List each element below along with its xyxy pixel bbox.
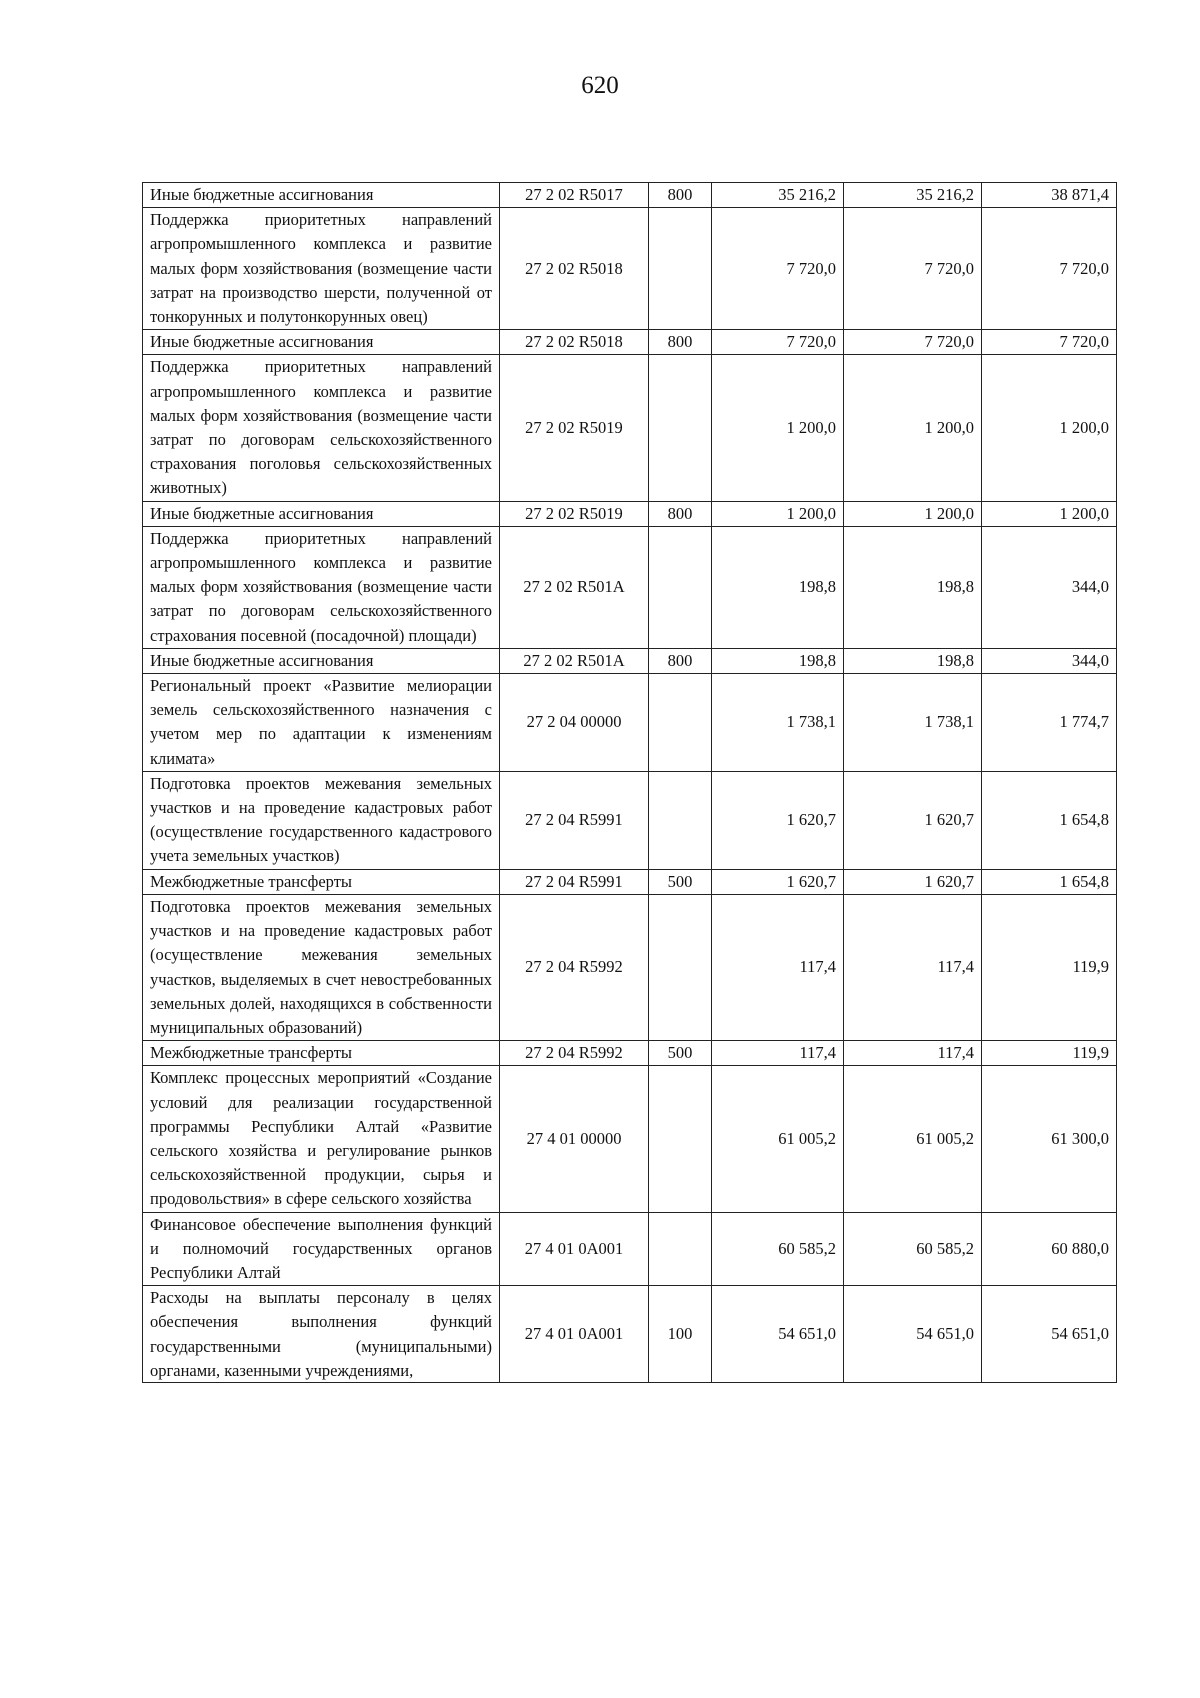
row-name: Подготовка проектов межевания земельных участков и на проведение кадастровых работ (осуществление межевания земельных участков, выделяемых в счет невостребованных земельных долей, находящихся в собственности муниципальных образований) — [143, 894, 500, 1040]
row-code: 27 2 02 R5019 — [500, 501, 649, 526]
row-amount-2: 198,8 — [844, 526, 982, 648]
row-amount-3: 119,9 — [982, 1041, 1117, 1066]
row-expense-type — [649, 771, 712, 869]
row-expense-type: 500 — [649, 1041, 712, 1066]
row-name: Поддержка приоритетных направлений агропромышленного комплекса и развитие малых форм хозяйствования (возмещение части затрат по договорам сельскохозяйственного страхования посевной (посадочной) площади) — [143, 526, 500, 648]
row-code: 27 2 04 R5992 — [500, 1041, 649, 1066]
page-number: 620 — [581, 72, 619, 99]
row-amount-2: 1 200,0 — [844, 355, 982, 501]
row-code: 27 2 02 R501A — [500, 526, 649, 648]
row-amount-1: 117,4 — [712, 894, 844, 1040]
row-amount-1: 198,8 — [712, 648, 844, 673]
row-code: 27 4 01 0А001 — [500, 1286, 649, 1383]
row-code: 27 2 02 R5018 — [500, 330, 649, 355]
table-row — [143, 674, 1117, 772]
row-expense-type: 500 — [649, 869, 712, 894]
row-code: 27 4 01 00000 — [500, 1066, 649, 1212]
row-amount-2: 1 738,1 — [844, 674, 982, 772]
budget-table — [142, 182, 1117, 1383]
row-name: Иные бюджетные ассигнования — [143, 183, 500, 208]
table-row — [143, 1286, 1117, 1383]
row-amount-1: 60 585,2 — [712, 1212, 844, 1286]
row-amount-2: 1 200,0 — [844, 501, 982, 526]
row-name-text: Расходы на выплаты персоналу в целях обеспечения выполнения функций государственными (муниципальными) органами, казенными учреждениями, — [150, 1288, 492, 1380]
row-amount-1: 35 216,2 — [712, 183, 844, 208]
row-amount-3: 1 200,0 — [982, 501, 1117, 526]
row-name — [143, 1286, 500, 1383]
row-amount-2: 198,8 — [844, 648, 982, 673]
row-code: 27 2 04 R5991 — [500, 869, 649, 894]
row-amount-3: 7 720,0 — [982, 208, 1117, 330]
row-expense-type: 800 — [649, 330, 712, 355]
row-amount-3: 1 654,8 — [982, 869, 1117, 894]
row-expense-type: 100 — [649, 1286, 712, 1383]
row-amount-1: 54 651,0 — [712, 1286, 844, 1383]
row-expense-type — [649, 355, 712, 501]
row-expense-type — [649, 1212, 712, 1286]
row-amount-3: 7 720,0 — [982, 330, 1117, 355]
row-amount-1: 1 200,0 — [712, 501, 844, 526]
row-code: 27 4 01 0А001 — [500, 1212, 649, 1286]
row-name: Подготовка проектов межевания земельных участков и на проведение кадастровых работ (осуществление государственного кадастрового учета земельных участков) — [143, 771, 500, 869]
table-row — [143, 1041, 1117, 1066]
row-expense-type: 800 — [649, 501, 712, 526]
row-amount-3: 119,9 — [982, 894, 1117, 1040]
row-name: Региональный проект «Развитие мелиорации земель сельскохозяйственного назначения с учетом мер по адаптации к изменениям климата» — [143, 674, 500, 772]
row-amount-2: 117,4 — [844, 1041, 982, 1066]
row-name: Поддержка приоритетных направлений агропромышленного комплекса и развитие малых форм хозяйствования (возмещение части затрат по договорам сельскохозяйственного страхования поголовья сельскохозяйственных животных) — [143, 355, 500, 501]
row-name: Иные бюджетные ассигнования — [143, 648, 500, 673]
table-row — [143, 1066, 1117, 1212]
table-row — [143, 526, 1117, 648]
row-amount-3: 1 200,0 — [982, 355, 1117, 501]
row-amount-3: 54 651,0 — [982, 1286, 1117, 1383]
row-expense-type — [649, 208, 712, 330]
row-amount-1: 1 620,7 — [712, 771, 844, 869]
row-amount-1: 1 620,7 — [712, 869, 844, 894]
row-amount-2: 35 216,2 — [844, 183, 982, 208]
table-row — [143, 1212, 1117, 1286]
row-code: 27 2 02 R501A — [500, 648, 649, 673]
row-name: Поддержка приоритетных направлений агропромышленного комплекса и развитие малых форм хозяйствования (возмещение части затрат на производство шерсти, полученной от тонкорунных и полутонкорунных овец) — [143, 208, 500, 330]
row-code: 27 2 04 R5991 — [500, 771, 649, 869]
table-row — [143, 208, 1117, 330]
row-amount-1: 7 720,0 — [712, 208, 844, 330]
row-expense-type — [649, 526, 712, 648]
table-row — [143, 330, 1117, 355]
row-amount-3: 60 880,0 — [982, 1212, 1117, 1286]
row-name: Межбюджетные трансферты — [143, 869, 500, 894]
row-code: 27 2 04 R5992 — [500, 894, 649, 1040]
row-code: 27 2 02 R5017 — [500, 183, 649, 208]
row-amount-2: 7 720,0 — [844, 208, 982, 330]
row-amount-2: 61 005,2 — [844, 1066, 982, 1212]
table-row — [143, 894, 1117, 1040]
row-expense-type: 800 — [649, 183, 712, 208]
row-amount-2: 54 651,0 — [844, 1286, 982, 1383]
row-amount-2: 1 620,7 — [844, 771, 982, 869]
row-name: Финансовое обеспечение выполнения функций и полномочий государственных органов Республики Алтай — [143, 1212, 500, 1286]
row-expense-type — [649, 894, 712, 1040]
row-amount-1: 117,4 — [712, 1041, 844, 1066]
row-amount-3: 1 654,8 — [982, 771, 1117, 869]
row-amount-1: 198,8 — [712, 526, 844, 648]
row-name: Иные бюджетные ассигнования — [143, 501, 500, 526]
table-row — [143, 183, 1117, 208]
table-row — [143, 771, 1117, 869]
row-amount-3: 1 774,7 — [982, 674, 1117, 772]
table-row — [143, 501, 1117, 526]
table-row — [143, 355, 1117, 501]
row-amount-3: 344,0 — [982, 648, 1117, 673]
row-amount-2: 60 585,2 — [844, 1212, 982, 1286]
row-amount-1: 7 720,0 — [712, 330, 844, 355]
row-amount-1: 1 738,1 — [712, 674, 844, 772]
row-code: 27 2 04 00000 — [500, 674, 649, 772]
row-amount-2: 1 620,7 — [844, 869, 982, 894]
row-amount-2: 117,4 — [844, 894, 982, 1040]
table-row — [143, 869, 1117, 894]
row-expense-type: 800 — [649, 648, 712, 673]
row-amount-3: 38 871,4 — [982, 183, 1117, 208]
row-code: 27 2 02 R5018 — [500, 208, 649, 330]
row-amount-1: 1 200,0 — [712, 355, 844, 501]
row-expense-type — [649, 674, 712, 772]
row-amount-1: 61 005,2 — [712, 1066, 844, 1212]
row-name: Иные бюджетные ассигнования — [143, 330, 500, 355]
row-name: Комплекс процессных мероприятий «Создание условий для реализации государственной программы Республики Алтай «Развитие сельского хозяйства и регулирование рынков сельскохозяйственной продукции, сырья и продовольствия» в сфере сельского хозяйства — [143, 1066, 500, 1212]
row-code: 27 2 02 R5019 — [500, 355, 649, 501]
row-amount-3: 61 300,0 — [982, 1066, 1117, 1212]
row-amount-3: 344,0 — [982, 526, 1117, 648]
row-expense-type — [649, 1066, 712, 1212]
table-row — [143, 648, 1117, 673]
row-name: Межбюджетные трансферты — [143, 1041, 500, 1066]
row-amount-2: 7 720,0 — [844, 330, 982, 355]
